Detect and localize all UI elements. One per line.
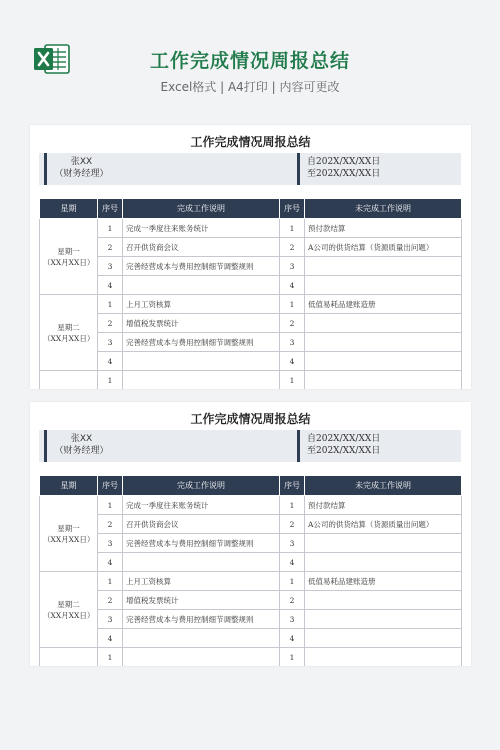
undone-seq-cell[interactable]: 2 xyxy=(280,238,305,257)
undone-seq-cell[interactable]: 1 xyxy=(280,295,305,314)
undone-work-cell[interactable] xyxy=(305,591,462,610)
employee-name xyxy=(44,433,119,457)
done-work-cell[interactable] xyxy=(123,629,280,648)
undone-seq-cell[interactable]: 2 xyxy=(280,515,305,534)
done-work-cell[interactable]: 完成一季度往来账务统计 xyxy=(123,219,280,238)
done-seq-cell[interactable]: 2 xyxy=(98,238,123,257)
info-bar-marker xyxy=(297,430,300,462)
done-work-cell[interactable] xyxy=(123,553,280,572)
table-row xyxy=(40,572,462,591)
done-seq-cell[interactable]: 1 xyxy=(98,648,123,667)
undone-seq-cell[interactable]: 2 xyxy=(280,314,305,333)
done-seq-cell[interactable]: 1 xyxy=(98,572,123,591)
day-cell[interactable] xyxy=(40,572,98,648)
day-cell[interactable] xyxy=(40,648,98,667)
date-to: 至202X/XX/XX日 xyxy=(307,446,381,456)
day-date: （XX月XX日） xyxy=(43,333,95,343)
table-row xyxy=(40,295,462,314)
done-work-cell[interactable]: 完善经营成本与费用控制细节调整规则 xyxy=(123,534,280,553)
undone-work-cell[interactable] xyxy=(305,352,462,371)
done-seq-cell[interactable]: 2 xyxy=(98,515,123,534)
done-work-cell[interactable] xyxy=(123,371,280,390)
undone-seq-cell[interactable]: 4 xyxy=(280,276,305,295)
done-work-cell[interactable] xyxy=(123,648,280,667)
undone-seq-cell[interactable]: 3 xyxy=(280,257,305,276)
done-seq-cell[interactable]: 1 xyxy=(98,371,123,390)
undone-seq-cell[interactable]: 1 xyxy=(280,572,305,591)
sheet-preview-2 xyxy=(30,402,471,666)
undone-seq-cell[interactable]: 4 xyxy=(280,629,305,648)
table-header-row xyxy=(40,199,462,219)
undone-work-cell[interactable]: A公司的供货结算（货源质量出问题） xyxy=(305,515,462,534)
done-seq-cell[interactable]: 3 xyxy=(98,257,123,276)
undone-work-cell[interactable]: A公司的供货结算（货源质量出问题） xyxy=(305,238,462,257)
done-work-cell[interactable]: 召开供货商会议 xyxy=(123,515,280,534)
table-body xyxy=(40,219,462,390)
table-row xyxy=(40,610,462,629)
done-seq-cell[interactable]: 4 xyxy=(98,629,123,648)
employee-name xyxy=(44,156,119,180)
undone-seq-cell[interactable]: 1 xyxy=(280,219,305,238)
table-row xyxy=(40,257,462,276)
date-from: 自202X/XX/XX日 xyxy=(307,434,381,444)
undone-seq-cell[interactable]: 2 xyxy=(280,591,305,610)
employee-name-text: 张XX xyxy=(70,434,93,444)
undone-seq-cell[interactable]: 1 xyxy=(280,496,305,515)
undone-work-cell[interactable] xyxy=(305,276,462,295)
done-seq-cell[interactable]: 2 xyxy=(98,314,123,333)
table-row xyxy=(40,648,462,667)
col-header-seq: 序号 xyxy=(280,199,305,219)
col-header-seq: 序号 xyxy=(280,476,305,496)
day-label: 星期二 xyxy=(57,599,80,609)
sheet-title: 工作完成情况周报总结 xyxy=(190,412,311,426)
col-header-seq: 序号 xyxy=(98,199,123,219)
undone-work-cell[interactable] xyxy=(305,629,462,648)
col-header-undone: 未完成工作说明 xyxy=(305,199,462,219)
day-date: （XX月XX日） xyxy=(43,610,95,620)
undone-work-cell[interactable]: 预付款结算 xyxy=(305,219,462,238)
date-range xyxy=(307,156,380,180)
col-header-day: 星期 xyxy=(40,476,98,496)
day-cell[interactable] xyxy=(40,496,98,572)
table-row xyxy=(40,276,462,295)
day-label: 星期一 xyxy=(57,523,80,533)
date-range xyxy=(307,433,380,457)
undone-seq-cell[interactable]: 3 xyxy=(280,610,305,629)
header xyxy=(0,0,500,118)
employee-role-text: （财务经理） xyxy=(54,446,109,456)
sheet-title: 工作完成情况周报总结 xyxy=(190,135,311,149)
undone-work-cell[interactable] xyxy=(305,534,462,553)
undone-work-cell[interactable]: 预付款结算 xyxy=(305,496,462,515)
undone-work-cell[interactable] xyxy=(305,553,462,572)
undone-work-cell[interactable] xyxy=(305,333,462,352)
done-work-cell[interactable]: 完善经营成本与费用控制细节调整规则 xyxy=(123,257,280,276)
done-work-cell[interactable]: 完成一季度往来账务统计 xyxy=(123,496,280,515)
table-header-row xyxy=(40,476,462,496)
employee-role-text: （财务经理） xyxy=(54,169,109,179)
undone-seq-cell[interactable]: 4 xyxy=(280,352,305,371)
sheet-preview-1 xyxy=(30,125,471,389)
info-bar xyxy=(39,153,461,185)
table-row xyxy=(40,238,462,257)
table-row xyxy=(40,629,462,648)
done-seq-cell[interactable]: 4 xyxy=(98,553,123,572)
col-header-seq: 序号 xyxy=(98,476,123,496)
undone-seq-cell[interactable]: 1 xyxy=(280,371,305,390)
table-row xyxy=(40,352,462,371)
table-row xyxy=(40,314,462,333)
done-work-cell[interactable]: 增值税发票统计 xyxy=(123,591,280,610)
col-header-done: 完成工作说明 xyxy=(123,476,280,496)
done-seq-cell[interactable]: 1 xyxy=(98,295,123,314)
table-row xyxy=(40,333,462,352)
date-from: 自202X/XX/XX日 xyxy=(307,157,381,167)
done-work-cell[interactable]: 召开供货商会议 xyxy=(123,238,280,257)
done-work-cell[interactable] xyxy=(123,276,280,295)
done-seq-cell[interactable]: 3 xyxy=(98,610,123,629)
table-row xyxy=(40,371,462,390)
info-bar-marker xyxy=(297,153,300,185)
done-seq-cell[interactable]: 1 xyxy=(98,219,123,238)
col-header-done: 完成工作说明 xyxy=(123,199,280,219)
table-row xyxy=(40,496,462,515)
table-row xyxy=(40,219,462,238)
undone-work-cell[interactable]: 低值易耗品建账造册 xyxy=(305,572,462,591)
day-label: 星期二 xyxy=(57,322,80,332)
undone-work-cell[interactable] xyxy=(305,610,462,629)
col-header-undone: 未完成工作说明 xyxy=(305,476,462,496)
col-header-day: 星期 xyxy=(40,199,98,219)
report-table xyxy=(39,475,462,666)
day-cell[interactable] xyxy=(40,295,98,371)
done-seq-cell[interactable]: 4 xyxy=(98,276,123,295)
table-body xyxy=(40,496,462,667)
done-seq-cell[interactable]: 3 xyxy=(98,333,123,352)
done-work-cell[interactable]: 完善经营成本与费用控制细节调整规则 xyxy=(123,333,280,352)
day-date: （XX月XX日） xyxy=(43,534,95,544)
info-bar xyxy=(39,430,461,462)
employee-name-text: 张XX xyxy=(70,157,93,167)
done-work-cell[interactable]: 完善经营成本与费用控制细节调整规则 xyxy=(123,610,280,629)
day-date: （XX月XX日） xyxy=(43,257,95,267)
page-subtitle: Excel格式 | A4打印 | 内容可更改 xyxy=(160,80,340,94)
page-title: 工作完成情况周报总结 xyxy=(149,50,350,72)
table-row xyxy=(40,591,462,610)
table-row xyxy=(40,515,462,534)
day-label: 星期一 xyxy=(57,246,80,256)
done-work-cell[interactable]: 上月工资核算 xyxy=(123,295,280,314)
undone-work-cell[interactable]: 低值易耗品建账造册 xyxy=(305,295,462,314)
undone-seq-cell[interactable]: 3 xyxy=(280,333,305,352)
done-work-cell[interactable]: 上月工资核算 xyxy=(123,572,280,591)
undone-seq-cell[interactable]: 4 xyxy=(280,553,305,572)
report-table xyxy=(39,198,462,389)
day-cell[interactable] xyxy=(40,371,98,390)
done-work-cell[interactable] xyxy=(123,352,280,371)
done-seq-cell[interactable]: 2 xyxy=(98,591,123,610)
undone-work-cell[interactable] xyxy=(305,371,462,390)
day-cell[interactable] xyxy=(40,219,98,295)
undone-seq-cell[interactable]: 1 xyxy=(280,648,305,667)
table-row xyxy=(40,534,462,553)
done-seq-cell[interactable]: 1 xyxy=(98,496,123,515)
date-to: 至202X/XX/XX日 xyxy=(307,169,381,179)
undone-work-cell[interactable] xyxy=(305,648,462,667)
done-seq-cell[interactable]: 3 xyxy=(98,534,123,553)
done-work-cell[interactable]: 增值税发票统计 xyxy=(123,314,280,333)
undone-work-cell[interactable] xyxy=(305,257,462,276)
done-seq-cell[interactable]: 4 xyxy=(98,352,123,371)
undone-seq-cell[interactable]: 3 xyxy=(280,534,305,553)
table-row xyxy=(40,553,462,572)
undone-work-cell[interactable] xyxy=(305,314,462,333)
